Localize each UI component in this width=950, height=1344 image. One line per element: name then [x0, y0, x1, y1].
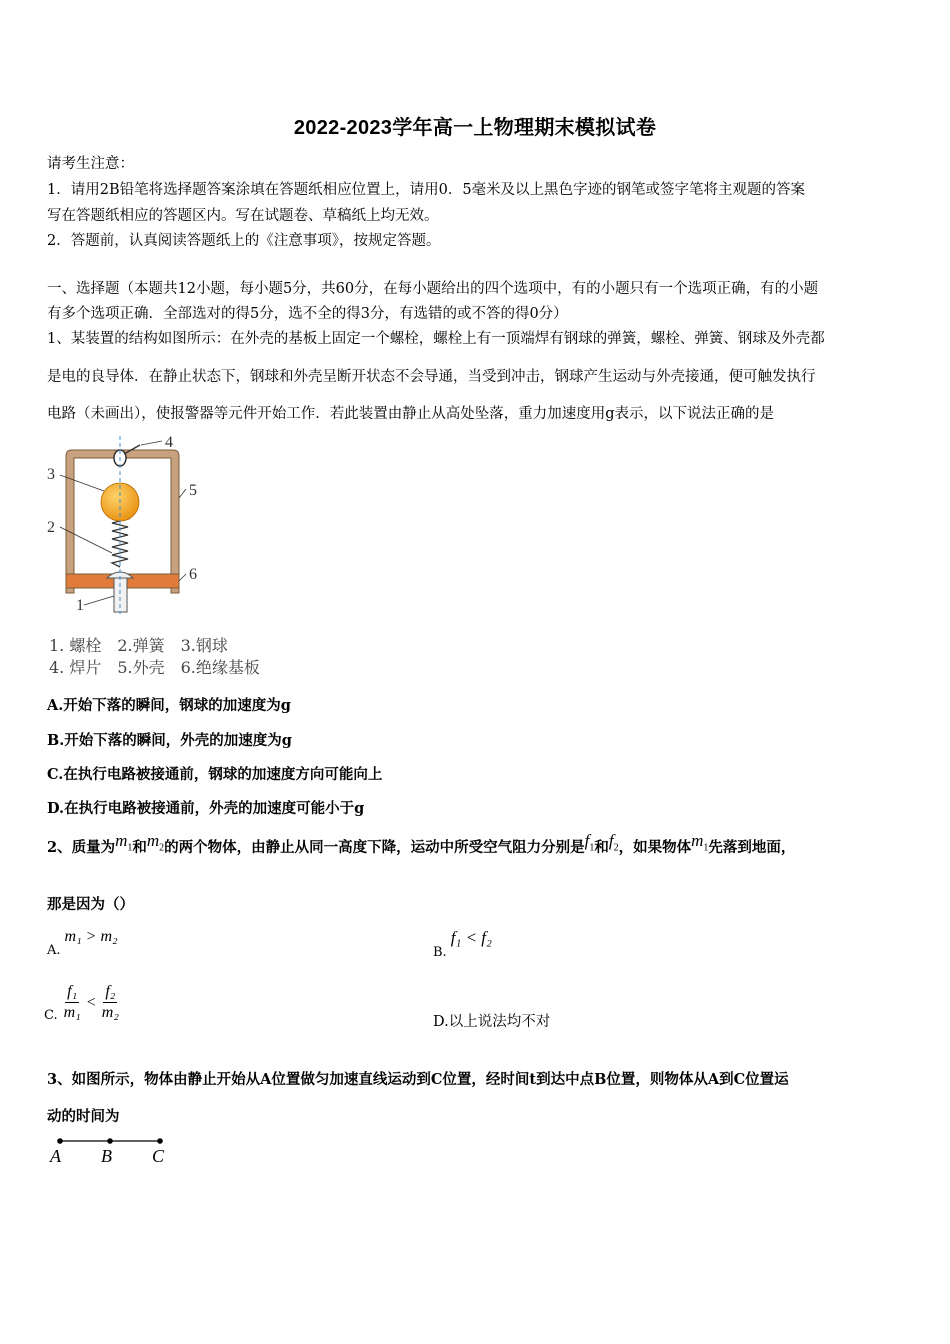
q2-option-c-operator: < [86, 993, 96, 1011]
q1-option-c[interactable]: C.在执行电路被接通前，钢球的加速度方向可能向上 [47, 766, 383, 783]
q2-option-b-expr: f₁ < f₂ [450, 928, 492, 947]
section-1-heading-line-2: 有多个选项正确．全部选对的得5分，选不全的得3分，有选错的或不答的得0分） [47, 306, 568, 322]
section-1-heading-line-1: 一、选择题（本题共12小题，每小题5分，共60分，在每小题给出的四个选项中，有的小题只有一个选项正确，有的小题 [47, 281, 819, 297]
point-a [57, 1138, 63, 1144]
q2-m1-again: $m_1$ [691, 831, 709, 854]
page-title: 2022-2023学年高一上物理期末模拟试卷 [293, 117, 657, 139]
figure-legend-line-2: 4. 焊片 5.外壳 6.绝缘基板 [49, 658, 260, 677]
q3-text-line-2: 动的时间为 [47, 1108, 120, 1125]
label-c: C [152, 1146, 165, 1166]
point-b [107, 1138, 113, 1144]
q2-text-part: 的两个物体，由静止从同一高度下降，运动中所受空气阻力分别是 [164, 839, 585, 856]
notice-item-2: 2．答题前，认真阅读答题纸上的《注意事项》，按规定答题。 [47, 233, 441, 249]
q2-text-part: 和 [594, 839, 609, 856]
figure-label-6: 6 [189, 566, 197, 583]
label-b: B [101, 1146, 112, 1166]
q2-option-c[interactable] [44, 983, 121, 1022]
q2-option-a-label: A. [47, 943, 61, 958]
figure-label-1: 1 [76, 597, 84, 614]
q1-option-d[interactable]: D.在执行电路被接通前，外壳的加速度可能小于g [47, 800, 365, 817]
q1-text-line-2: 是电的良导体．在静止状态下，钢球和外壳呈断开状态不会导通，当受到冲击，钢球产生运动与外壳接通，便可触发执行 [47, 369, 816, 385]
label-a: A [50, 1146, 61, 1166]
shell [66, 450, 179, 593]
figure-legend-line-1: 1. 螺栓 2.弹簧 3.钢球 [49, 636, 228, 655]
q2-option-b-label: B. [433, 945, 447, 960]
notice-item-1-line-1: 1．请用2B铅笔将选择题答案涂填在答题纸相应位置上，请用0．5毫米及以上黑色字迹的钢笔或签字笔将主观题的答案 [47, 182, 806, 198]
q2-m1: $m_1$ [115, 831, 133, 854]
q1-text-line-1: 1、某装置的结构如图所示：在外壳的基板上固定一个螺栓，螺栓上有一顶端焊有钢球的弹簧，螺栓、弹簧、钢球及外壳都 [47, 331, 825, 347]
q3-text-line-1: 3、如图所示，物体由静止开始从A位置做匀加速直线运动到C位置，经时间t到达中点B位置，则物体从A到C位置运 [47, 1071, 789, 1088]
q2-option-c-fraction-2: $\frac{\text{f₂}}{\text{m₂}}$ [101, 983, 119, 1021]
q2-option-b[interactable] [433, 928, 492, 960]
q3-abc-figure [44, 1130, 184, 1170]
q2-option-d[interactable]: D.以上说法均不对 [433, 1014, 551, 1030]
q2-text-part: 和 [132, 839, 147, 856]
q1-device-figure [44, 428, 284, 680]
figure-label-5: 5 [189, 482, 197, 499]
q2-text-line-1 [47, 831, 796, 859]
q2-text-line-2: 那是因为（） [47, 896, 134, 913]
q2-option-c-label: C. [44, 1008, 58, 1023]
q2-text-part: ，如果物体 [618, 839, 692, 856]
q2-option-a[interactable] [47, 928, 118, 958]
q2-f2: $f_2$ [608, 831, 619, 854]
point-c [157, 1138, 163, 1144]
q1-text-line-3: 电路（未画出），使报警器等元件开始工作．若此装置由静止从高处坠落，重力加速度用g表示，以下说法正确的是 [47, 406, 775, 422]
notice-item-1-line-2: 写在答题纸相应的答题区内。写在试题卷、草稿纸上均无效。 [47, 208, 439, 224]
q2-f1: $f_1$ [584, 831, 595, 854]
q1-option-b[interactable]: B.开始下落的瞬间，外壳的加速度为g [47, 732, 292, 749]
figure-label-3: 3 [47, 466, 55, 483]
q2-text-part: 2、质量为 [47, 839, 116, 856]
figure-label-4: 4 [165, 434, 173, 451]
notice-heading: 请考生注意： [47, 156, 134, 172]
q1-option-a[interactable]: A.开始下落的瞬间，钢球的加速度为g [47, 697, 291, 714]
q2-option-a-expr: m₁ > m₂ [64, 928, 118, 945]
q2-option-c-fraction-1: $\frac{\text{f₁}}{\text{m₁}}$ [63, 983, 81, 1021]
figure-label-2: 2 [47, 519, 55, 536]
q2-text-part: 先落到地面， [708, 839, 796, 856]
q2-m2: $m_2$ [146, 831, 165, 854]
